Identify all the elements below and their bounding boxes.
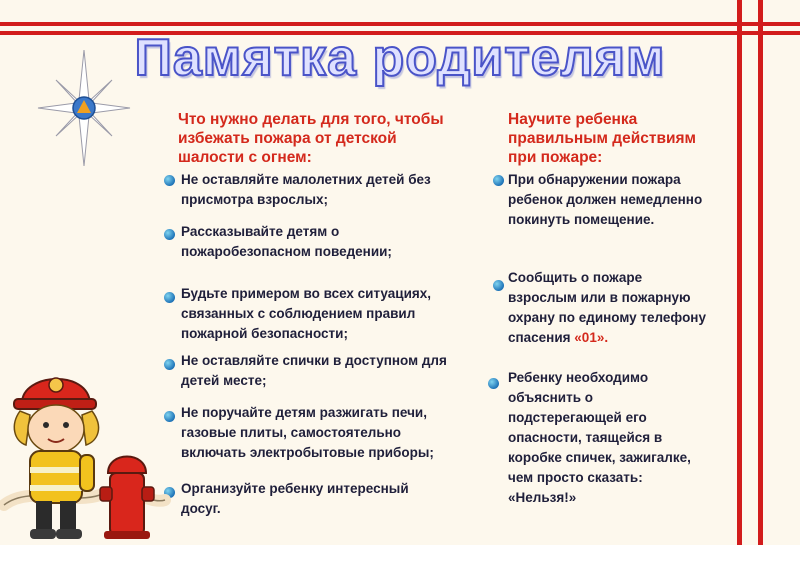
left-list-item: Рассказывайте детям о пожаробезопасном поведении; (181, 224, 392, 259)
right-list-item-text: Сообщить о пожаре взрослым или в пожарную охрану по единому телефону спасения (508, 270, 706, 345)
fire-hydrant-icon (100, 457, 154, 540)
left-column-heading: Что нужно делать для того, чтобы избежать пожара от детской шалости с огнем: (178, 111, 444, 166)
bullet-icon (164, 229, 175, 240)
left-list-item: Организуйте ребенку интересный досуг. (181, 481, 409, 516)
right-list-item: При обнаружении пожара ребенок должен немедленно покинуть помещение. (508, 172, 703, 227)
bullet-icon (164, 292, 175, 303)
page-title: Памятка родителям (134, 29, 666, 87)
bullet-icon (493, 175, 504, 186)
frame-top-line (0, 22, 800, 26)
left-list-item: Не оставляйте малолетних детей без присмотра взрослых; (181, 172, 431, 207)
left-list-item: Не оставляйте спички в доступном для детей месте; (181, 353, 447, 388)
bullet-icon (493, 280, 504, 291)
left-list-item: Будьте примером во всех ситуациях, связанных с соблюдением правил пожарной безопасности; (181, 286, 432, 341)
bullet-icon (164, 175, 175, 186)
bullet-icon (488, 378, 499, 389)
right-list-item (508, 268, 713, 348)
right-column-heading: Научите ребенка правильным действиям при пожаре: (508, 111, 697, 166)
firefighter-child-illustration (0, 355, 175, 545)
left-list-item: Не поручайте детям разжигать печи, газовые плиты, самостоятельно включать электробытовые приборы; (181, 405, 434, 460)
right-list-item: Ребенку необходимо объяснить о подстерегающей его опасности, таящейся в коробке спичек, зажигалке, чем просто сказать: «Нельзя!» (508, 370, 691, 505)
emergency-number: «01». (574, 330, 609, 345)
